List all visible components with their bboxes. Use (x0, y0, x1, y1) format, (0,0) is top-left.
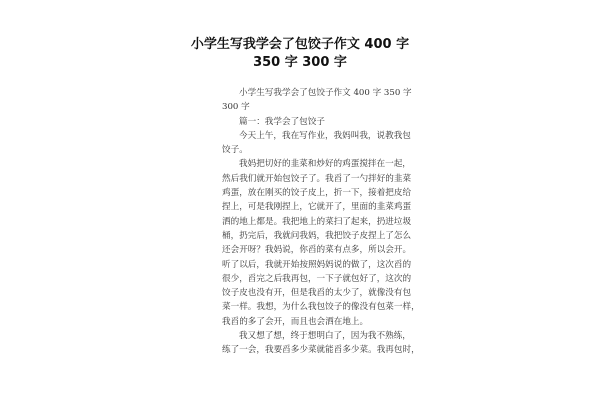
text-line: 菜一样。我想，为什么我包饺子的像没有包菜一样， (222, 302, 420, 313)
title-line-1: 小学生写我学会了包饺子作文 400 字 (190, 37, 410, 52)
text-line: 小学生写我学会了包饺子作文 400 字 350 字 (239, 88, 412, 98)
document-title (150, 36, 450, 72)
text-line: 300 字 (222, 102, 250, 113)
text-line: 听了以后，我就开始按照妈妈说的做了，这次舀的 (222, 259, 412, 270)
text-line: 饺子。 (222, 145, 248, 156)
paragraph-1 (205, 129, 410, 158)
title-line-2: 350 字 300 字 (253, 55, 347, 70)
text-line: 然后我们就开始包饺子了。我舀了一勺拌好的韭菜 (222, 173, 412, 184)
text-line: 还会开呀？我妈说，你舀的菜有点多，所以会开。 (222, 245, 412, 256)
text-line: 鸡蛋，放在刚买的饺子皮上，折一下，接着把皮给 (222, 188, 412, 199)
section-heading: 篇一：我学会了包饺子 (239, 116, 325, 127)
text-line: 很少，舀完之后我再包，一下子就包好了，这次的 (222, 273, 412, 284)
document-body (205, 86, 420, 358)
text-line: 我舀的多了会开，而且也会洒在地上。 (222, 316, 369, 327)
text-line: 我妈把切好的韭菜和炒好的鸡蛋搅拌在一起， (239, 159, 411, 170)
paragraph-heading (205, 115, 410, 129)
text-line: 今天上午，我在写作业，我妈叫我，说教我包 (239, 130, 411, 141)
text-line: 练了一会，我要舀多少菜就能舀多少菜。我再包时， (222, 345, 420, 356)
paragraph-2 (205, 157, 420, 329)
text-line: 饺子皮也没有开，但是我舀的太少了，就像没有包 (222, 288, 412, 299)
text-line: 捏上，可是我刚捏上，它就开了，里面的韭菜鸡蛋 (222, 202, 412, 213)
text-line: 洒的地上都是。我把地上的菜扫了起来，扔进垃圾 (222, 216, 412, 227)
text-line: 我又想了想，终于想明白了，因为我不熟练， (239, 331, 411, 342)
paragraph-intro (205, 86, 410, 115)
text-line: 桶，扔完后，我就问我妈，我把饺子皮捏上了怎么 (222, 230, 412, 241)
paragraph-3 (205, 329, 420, 358)
